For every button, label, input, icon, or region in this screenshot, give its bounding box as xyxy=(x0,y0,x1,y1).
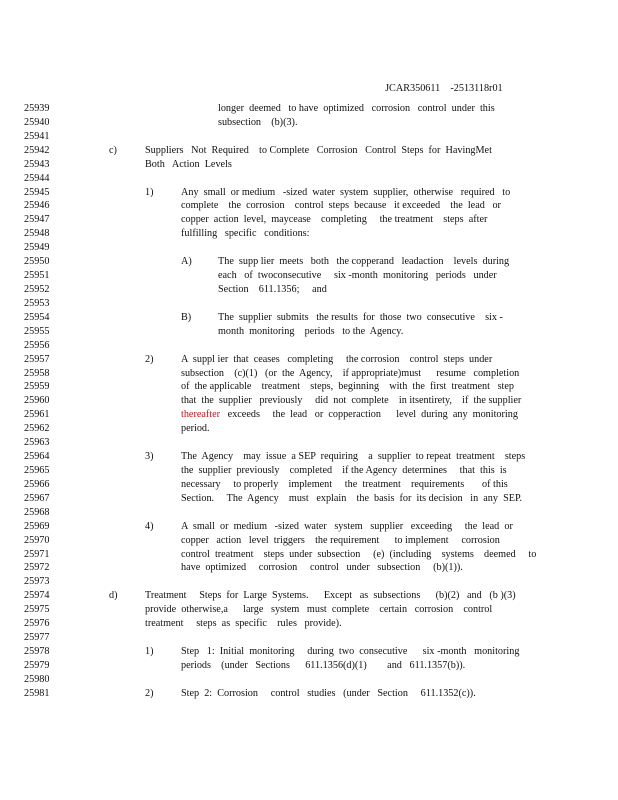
list-label: B) xyxy=(181,311,192,323)
line-text xyxy=(181,186,510,200)
line-text xyxy=(218,116,298,130)
document-line xyxy=(24,561,614,575)
line-text xyxy=(181,687,476,701)
list-label: c) xyxy=(109,144,117,156)
line-number: 25939 xyxy=(24,103,50,114)
line-text xyxy=(181,227,309,241)
line-content: Treatment Steps for Large Systems. Except as subsections (b)(2) and (b )(3) xyxy=(145,590,516,602)
document-line xyxy=(24,534,614,548)
line-number: 25943 xyxy=(24,158,50,170)
line-content: The Agency may issue a SEP requiring a supplier to repeat treatment steps xyxy=(181,451,526,463)
line-content: the supplier previously completed if the Agency determines that this is xyxy=(181,464,507,476)
line-content: Suppliers Not Required to Complete Corrosion Control Steps for HavingMet xyxy=(145,144,492,156)
line-content: Step 2: Corrosion control studies (under Section 611.1352(c)). xyxy=(181,687,476,699)
line-text xyxy=(181,659,465,673)
line-number: 25980 xyxy=(24,673,50,685)
list-label: d) xyxy=(109,590,118,602)
line-number: 25951 xyxy=(24,270,50,282)
line-content: provide otherwise,a large system must complete certain corrosion control xyxy=(145,604,493,616)
document-line xyxy=(24,673,614,687)
line-number: 25956 xyxy=(24,339,50,351)
line-content: month monitoring periods to the Agency. xyxy=(218,325,404,337)
line-content: exceeds the lead or copperaction level during any monitoring xyxy=(220,409,518,421)
line-content: longer deemed to have optimized corrosion control under this xyxy=(218,103,495,114)
line-number: 25958 xyxy=(24,367,50,379)
document-line xyxy=(24,422,614,436)
line-number: 25976 xyxy=(24,618,50,630)
line-content: period. xyxy=(181,423,210,435)
document-line xyxy=(24,492,614,506)
document-line xyxy=(24,506,614,520)
line-number: 25946 xyxy=(24,200,50,212)
line-text xyxy=(218,269,497,283)
line-number: 25945 xyxy=(24,186,50,198)
list-label: A) xyxy=(181,256,192,268)
document-line xyxy=(24,102,614,116)
line-text xyxy=(181,353,492,367)
line-text xyxy=(181,213,487,227)
line-number: 25974 xyxy=(24,590,50,602)
line-content: subsection (b)(3). xyxy=(218,116,298,128)
line-content: copper action level, maycease completing the treatment steps after xyxy=(181,214,488,226)
document-line xyxy=(24,311,614,325)
line-content: complete the corrosion control steps because it exceeded the lead or xyxy=(181,200,501,212)
line-text xyxy=(181,645,519,659)
line-content: each of twoconsecutive six -month monitoring periods under xyxy=(218,270,497,282)
line-content: The supp lier meets both the copperand leadaction levels during xyxy=(218,256,510,268)
line-content: Both Action Levels xyxy=(145,158,232,170)
document-line xyxy=(24,450,614,464)
line-number: 25957 xyxy=(24,353,50,365)
line-text xyxy=(181,450,525,464)
document-line xyxy=(24,478,614,492)
line-text xyxy=(181,367,519,381)
line-number: 25961 xyxy=(24,409,50,421)
line-text xyxy=(218,311,503,325)
line-content: that the supplier previously did not complete in itsentirety, if the supplier xyxy=(181,395,522,407)
line-number: 25977 xyxy=(24,632,50,644)
document-line xyxy=(24,659,614,673)
line-text xyxy=(181,380,514,394)
line-number: 25965 xyxy=(24,464,50,476)
list-label: 2) xyxy=(145,687,154,699)
line-number: 25947 xyxy=(24,214,50,226)
line-number: 25970 xyxy=(24,534,50,546)
document-line xyxy=(24,631,614,645)
list-label: 1) xyxy=(145,186,154,198)
line-number: 25954 xyxy=(24,311,50,323)
document-line xyxy=(24,367,614,381)
document-id: JCAR350611 -2513118r01 xyxy=(385,83,503,94)
line-content: A small or medium -sized water system supplier exceeding the lead or xyxy=(181,520,513,532)
list-label: 4) xyxy=(145,520,154,532)
document-header xyxy=(380,72,503,94)
line-number: 25955 xyxy=(24,325,50,337)
document-line xyxy=(24,353,614,367)
line-number: 25953 xyxy=(24,297,50,309)
line-number: 25960 xyxy=(24,395,50,407)
line-text xyxy=(145,617,342,631)
line-number: 25968 xyxy=(24,506,50,518)
line-text xyxy=(181,464,507,478)
line-number: 25979 xyxy=(24,659,50,671)
line-content: Section 611.1356; and xyxy=(218,283,327,295)
line-text xyxy=(145,589,516,603)
line-text xyxy=(181,561,463,575)
document-line xyxy=(24,297,614,311)
document-line xyxy=(24,199,614,213)
line-text xyxy=(218,102,495,116)
line-number: 25972 xyxy=(24,562,50,574)
document-line xyxy=(24,241,614,255)
document-line xyxy=(24,116,614,130)
line-number: 25975 xyxy=(24,604,50,616)
line-number: 25981 xyxy=(24,687,50,699)
document-line xyxy=(24,548,614,562)
list-label: 2) xyxy=(145,353,154,365)
document-line xyxy=(24,186,614,200)
document-line xyxy=(24,408,614,422)
line-content: The supplier submits the results for those two consecutive six - xyxy=(218,311,503,323)
line-number: 25950 xyxy=(24,256,50,268)
line-number: 25940 xyxy=(24,116,50,128)
line-content: control treatment steps under subsection (e) (including systems deemed to xyxy=(181,548,537,560)
list-label: 3) xyxy=(145,451,154,463)
document-line xyxy=(24,380,614,394)
line-text xyxy=(181,492,522,506)
line-content: Any small or medium -sized water system supplier, otherwise required to xyxy=(181,186,511,198)
line-content: periods (under Sections 611.1356(d)(1) and 611.1357(b)). xyxy=(181,659,466,671)
document-line xyxy=(24,394,614,408)
list-label: 1) xyxy=(145,645,154,657)
line-text xyxy=(181,422,210,436)
document-line xyxy=(24,603,614,617)
document-line xyxy=(24,575,614,589)
line-number: 25942 xyxy=(24,144,50,156)
line-content: A suppl ier that ceases completing the corrosion control steps under xyxy=(181,353,493,365)
line-content: Section. The Agency must explain the basis for its decision in any SEP. xyxy=(181,492,523,504)
document-line xyxy=(24,158,614,172)
line-number: 25973 xyxy=(24,576,50,588)
document-line xyxy=(24,144,614,158)
line-number: 25948 xyxy=(24,228,50,240)
line-content: fulfilling specific conditions: xyxy=(181,228,310,240)
document-line xyxy=(24,172,614,186)
highlighted-word: thereafter xyxy=(181,409,221,421)
line-text xyxy=(181,394,521,408)
document-line xyxy=(24,213,614,227)
line-content: of the applicable treatment steps, beginning with the first treatment step xyxy=(181,381,514,393)
line-number: 25963 xyxy=(24,437,50,449)
line-content: necessary to properly implement the treatment requirements of this xyxy=(181,478,508,490)
line-number: 25964 xyxy=(24,451,50,463)
line-content: copper action level triggers the requirement to implement corrosion xyxy=(181,534,500,546)
line-text xyxy=(181,199,501,213)
line-text xyxy=(218,283,327,297)
line-content: have optimized corrosion control under subsection (b)(1)). xyxy=(181,562,463,574)
document-line xyxy=(24,325,614,339)
line-number: 25941 xyxy=(24,130,50,142)
document-line xyxy=(24,617,614,631)
line-text xyxy=(145,144,492,158)
line-text xyxy=(145,158,232,172)
line-text xyxy=(218,325,403,339)
line-content: Step 1: Initial monitoring during two consecutive six -month monitoring xyxy=(181,645,520,657)
line-text xyxy=(181,408,518,422)
line-number: 25971 xyxy=(24,548,50,560)
document-line xyxy=(24,687,614,701)
document-line xyxy=(24,339,614,353)
line-text xyxy=(181,478,508,492)
document-line xyxy=(24,283,614,297)
document-line xyxy=(24,130,614,144)
document-body xyxy=(24,102,614,701)
line-number: 25959 xyxy=(24,381,50,393)
document-line xyxy=(24,589,614,603)
document-line xyxy=(24,464,614,478)
line-number: 25962 xyxy=(24,423,50,435)
line-text xyxy=(218,255,509,269)
line-number: 25967 xyxy=(24,492,50,504)
line-number: 25969 xyxy=(24,520,50,532)
document-line xyxy=(24,436,614,450)
line-text xyxy=(181,520,513,534)
document-line xyxy=(24,520,614,534)
line-number: 25966 xyxy=(24,478,50,490)
line-text xyxy=(181,534,500,548)
line-text xyxy=(181,548,536,562)
document-line xyxy=(24,269,614,283)
document-line xyxy=(24,227,614,241)
line-content: subsection (c)(1) (or the Agency, if appropriate)must resume completion xyxy=(181,367,520,379)
line-number: 25952 xyxy=(24,283,50,295)
line-number: 25978 xyxy=(24,645,50,657)
line-number: 25944 xyxy=(24,172,50,184)
document-line xyxy=(24,255,614,269)
line-number: 25949 xyxy=(24,242,50,254)
line-text xyxy=(145,603,492,617)
line-content: treatment steps as specific rules provide). xyxy=(145,618,342,630)
document-line xyxy=(24,645,614,659)
